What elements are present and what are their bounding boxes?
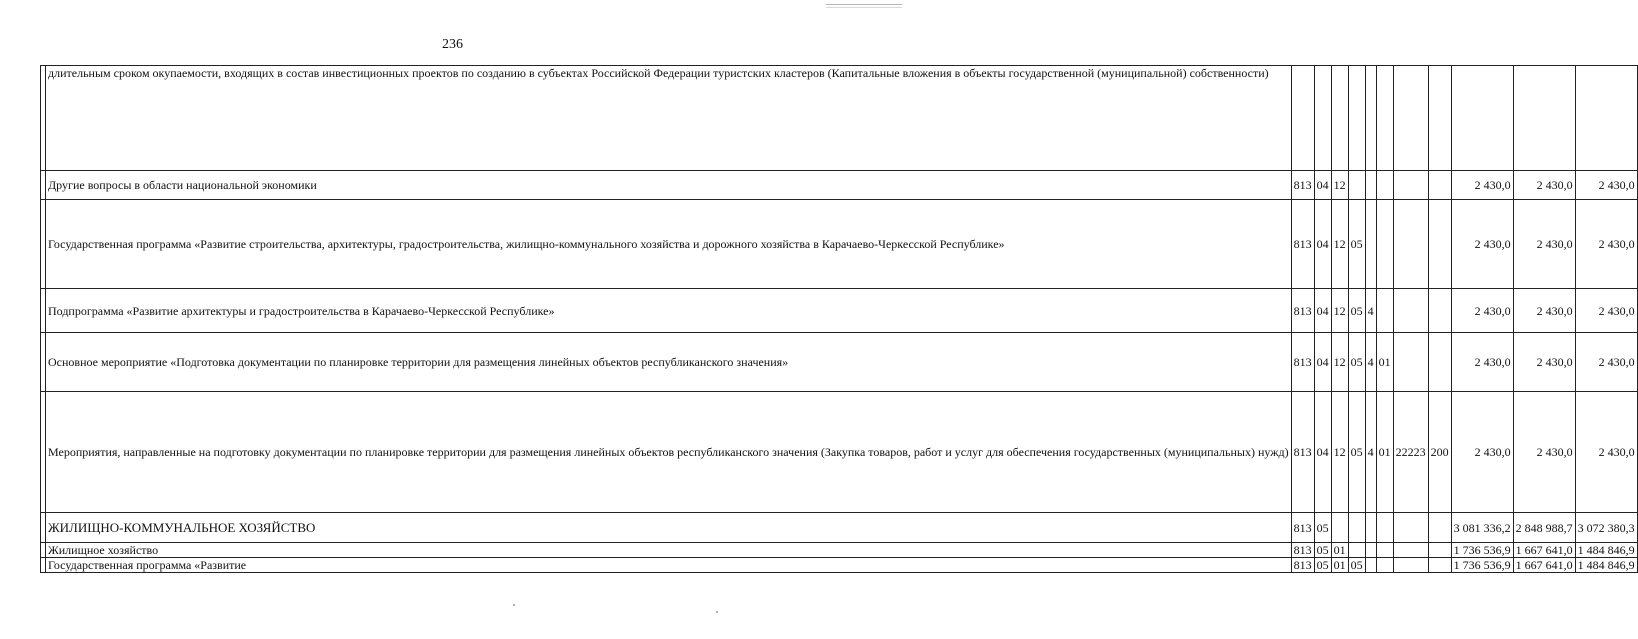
row-name-cell: длительным сроком окупаемости, входящих в состав инвестиционных проектов по созданию в субъектах Российской Федерации туристских кластеров (Капитальные вложения в объекты государственной (муниципальной) собственности) bbox=[46, 66, 1292, 171]
amount-year1-cell: 2 430,0 bbox=[1451, 200, 1513, 289]
expense-type-code-cell bbox=[1428, 558, 1451, 573]
table-row bbox=[41, 392, 1638, 513]
section-code-cell: 04 bbox=[1314, 200, 1331, 289]
activity-code-cell bbox=[1376, 66, 1393, 171]
program-code-cell: 05 bbox=[1348, 392, 1365, 513]
amount-year2-cell: 2 430,0 bbox=[1513, 200, 1575, 289]
section-code-cell: 05 bbox=[1314, 543, 1331, 558]
activity-code-cell bbox=[1376, 513, 1393, 543]
activity-code-cell bbox=[1376, 171, 1393, 200]
table-row bbox=[41, 66, 1638, 171]
direction-code-cell bbox=[1393, 289, 1428, 333]
budget-table bbox=[40, 65, 1638, 573]
subsection-code-cell: 12 bbox=[1331, 171, 1348, 200]
amount-year1-cell: 2 430,0 bbox=[1451, 392, 1513, 513]
direction-code-cell bbox=[1393, 513, 1428, 543]
direction-code-cell bbox=[1393, 333, 1428, 392]
ministry-code-cell: 813 bbox=[1291, 171, 1314, 200]
direction-code-cell bbox=[1393, 200, 1428, 289]
ministry-code-cell: 813 bbox=[1291, 513, 1314, 543]
expense-type-code-cell bbox=[1428, 289, 1451, 333]
row-name-cell: Другие вопросы в области национальной экономики bbox=[46, 171, 1292, 200]
direction-code-cell bbox=[1393, 171, 1428, 200]
table-row bbox=[41, 171, 1638, 200]
row-name-cell: Государственная программа «Развитие строительства, архитектуры, градостроительства, жилищно-коммунального хозяйства и дорожного хозяйства в Карачаево-Черкесской Республике» bbox=[46, 200, 1292, 289]
expense-type-code-cell bbox=[1428, 66, 1451, 171]
ministry-code-cell bbox=[1291, 66, 1314, 171]
activity-code-cell bbox=[1376, 200, 1393, 289]
section-code-cell bbox=[1314, 66, 1331, 171]
subprogram-code-cell bbox=[1365, 66, 1376, 171]
table-row bbox=[41, 333, 1638, 392]
subsection-code-cell: 12 bbox=[1331, 200, 1348, 289]
amount-year3-cell: 3 072 380,3 bbox=[1575, 513, 1637, 543]
subprogram-code-cell: 4 bbox=[1365, 289, 1376, 333]
section-code-cell: 04 bbox=[1314, 333, 1331, 392]
table-row bbox=[41, 200, 1638, 289]
program-code-cell bbox=[1348, 513, 1365, 543]
subsection-code-cell: 12 bbox=[1331, 392, 1348, 513]
activity-code-cell bbox=[1376, 543, 1393, 558]
subprogram-code-cell bbox=[1365, 513, 1376, 543]
subprogram-code-cell bbox=[1365, 543, 1376, 558]
amount-year3-cell: 2 430,0 bbox=[1575, 333, 1637, 392]
scan-speck bbox=[716, 611, 718, 613]
row-name-cell: Мероприятия, направленные на подготовку документации по планировке территории для размещения линейных объектов республиканского значения (Закупка товаров, работ и услуг для обеспечения государственных (муниципальных) нужд) bbox=[46, 392, 1292, 513]
amount-year2-cell: 1 667 641,0 bbox=[1513, 543, 1575, 558]
amount-year2-cell: 2 430,0 bbox=[1513, 392, 1575, 513]
amount-year3-cell: 2 430,0 bbox=[1575, 171, 1637, 200]
scan-speck bbox=[513, 604, 515, 606]
amount-year3-cell: 2 430,0 bbox=[1575, 392, 1637, 513]
amount-year3-cell: 1 484 846,9 bbox=[1575, 558, 1637, 573]
row-name-cell: Основное мероприятие «Подготовка документации по планировке территории для размещения линейных объектов республиканского значения» bbox=[46, 333, 1292, 392]
expense-type-code-cell bbox=[1428, 171, 1451, 200]
amount-year2-cell: 1 667 641,0 bbox=[1513, 558, 1575, 573]
subsection-code-cell: 01 bbox=[1331, 543, 1348, 558]
activity-code-cell: 01 bbox=[1376, 333, 1393, 392]
amount-year1-cell: 2 430,0 bbox=[1451, 333, 1513, 392]
ministry-code-cell: 813 bbox=[1291, 543, 1314, 558]
subsection-code-cell: 12 bbox=[1331, 333, 1348, 392]
program-code-cell: 05 bbox=[1348, 558, 1365, 573]
ministry-code-cell: 813 bbox=[1291, 200, 1314, 289]
expense-type-code-cell bbox=[1428, 543, 1451, 558]
row-name-cell: Жилищное хозяйство bbox=[46, 543, 1292, 558]
expense-type-code-cell bbox=[1428, 333, 1451, 392]
amount-year1-cell bbox=[1451, 66, 1513, 171]
ministry-code-cell: 813 bbox=[1291, 333, 1314, 392]
section-code-cell: 05 bbox=[1314, 558, 1331, 573]
amount-year1-cell: 1 736 536,9 bbox=[1451, 558, 1513, 573]
expense-type-code-cell: 200 bbox=[1428, 392, 1451, 513]
amount-year2-cell: 2 430,0 bbox=[1513, 333, 1575, 392]
ministry-code-cell: 813 bbox=[1291, 392, 1314, 513]
amount-year1-cell: 2 430,0 bbox=[1451, 171, 1513, 200]
amount-year1-cell: 2 430,0 bbox=[1451, 289, 1513, 333]
ministry-code-cell: 813 bbox=[1291, 289, 1314, 333]
ministry-code-cell: 813 bbox=[1291, 558, 1314, 573]
activity-code-cell bbox=[1376, 289, 1393, 333]
program-code-cell: 05 bbox=[1348, 289, 1365, 333]
section-code-cell: 04 bbox=[1314, 289, 1331, 333]
program-code-cell bbox=[1348, 171, 1365, 200]
direction-code-cell: 22223 bbox=[1393, 392, 1428, 513]
amount-year3-cell bbox=[1575, 66, 1637, 171]
expense-type-code-cell bbox=[1428, 200, 1451, 289]
subprogram-code-cell bbox=[1365, 558, 1376, 573]
amount-year3-cell: 1 484 846,9 bbox=[1575, 543, 1637, 558]
subprogram-code-cell bbox=[1365, 200, 1376, 289]
subsection-code-cell: 12 bbox=[1331, 289, 1348, 333]
section-code-cell: 05 bbox=[1314, 513, 1331, 543]
row-name-cell: Государственная программа «Развитие bbox=[46, 558, 1292, 573]
subsection-code-cell: 01 bbox=[1331, 558, 1348, 573]
amount-year1-cell: 3 081 336,2 bbox=[1451, 513, 1513, 543]
table-row bbox=[41, 543, 1638, 558]
row-name-cell: Подпрограмма «Развитие архитектуры и градостроительства в Карачаево-Черкесской Республике» bbox=[46, 289, 1292, 333]
amount-year2-cell: 2 430,0 bbox=[1513, 171, 1575, 200]
activity-code-cell: 01 bbox=[1376, 392, 1393, 513]
subsection-code-cell bbox=[1331, 513, 1348, 543]
program-code-cell bbox=[1348, 543, 1365, 558]
table-row bbox=[41, 558, 1638, 573]
amount-year3-cell: 2 430,0 bbox=[1575, 289, 1637, 333]
page-number: 236 bbox=[442, 37, 463, 52]
subsection-code-cell bbox=[1331, 66, 1348, 171]
direction-code-cell bbox=[1393, 66, 1428, 171]
program-code-cell bbox=[1348, 66, 1365, 171]
corner-scan-mark bbox=[826, 4, 902, 8]
amount-year2-cell: 2 848 988,7 bbox=[1513, 513, 1575, 543]
table-row bbox=[41, 513, 1638, 543]
amount-year1-cell: 1 736 536,9 bbox=[1451, 543, 1513, 558]
activity-code-cell bbox=[1376, 558, 1393, 573]
expense-type-code-cell bbox=[1428, 513, 1451, 543]
section-code-cell: 04 bbox=[1314, 171, 1331, 200]
direction-code-cell bbox=[1393, 543, 1428, 558]
subprogram-code-cell bbox=[1365, 171, 1376, 200]
table-row bbox=[41, 289, 1638, 333]
subprogram-code-cell: 4 bbox=[1365, 392, 1376, 513]
section-code-cell: 04 bbox=[1314, 392, 1331, 513]
program-code-cell: 05 bbox=[1348, 200, 1365, 289]
amount-year2-cell bbox=[1513, 66, 1575, 171]
amount-year3-cell: 2 430,0 bbox=[1575, 200, 1637, 289]
subprogram-code-cell: 4 bbox=[1365, 333, 1376, 392]
direction-code-cell bbox=[1393, 558, 1428, 573]
amount-year2-cell: 2 430,0 bbox=[1513, 289, 1575, 333]
row-name-cell: ЖИЛИЩНО-КОММУНАЛЬНОЕ ХОЗЯЙСТВО bbox=[46, 513, 1292, 543]
program-code-cell: 05 bbox=[1348, 333, 1365, 392]
